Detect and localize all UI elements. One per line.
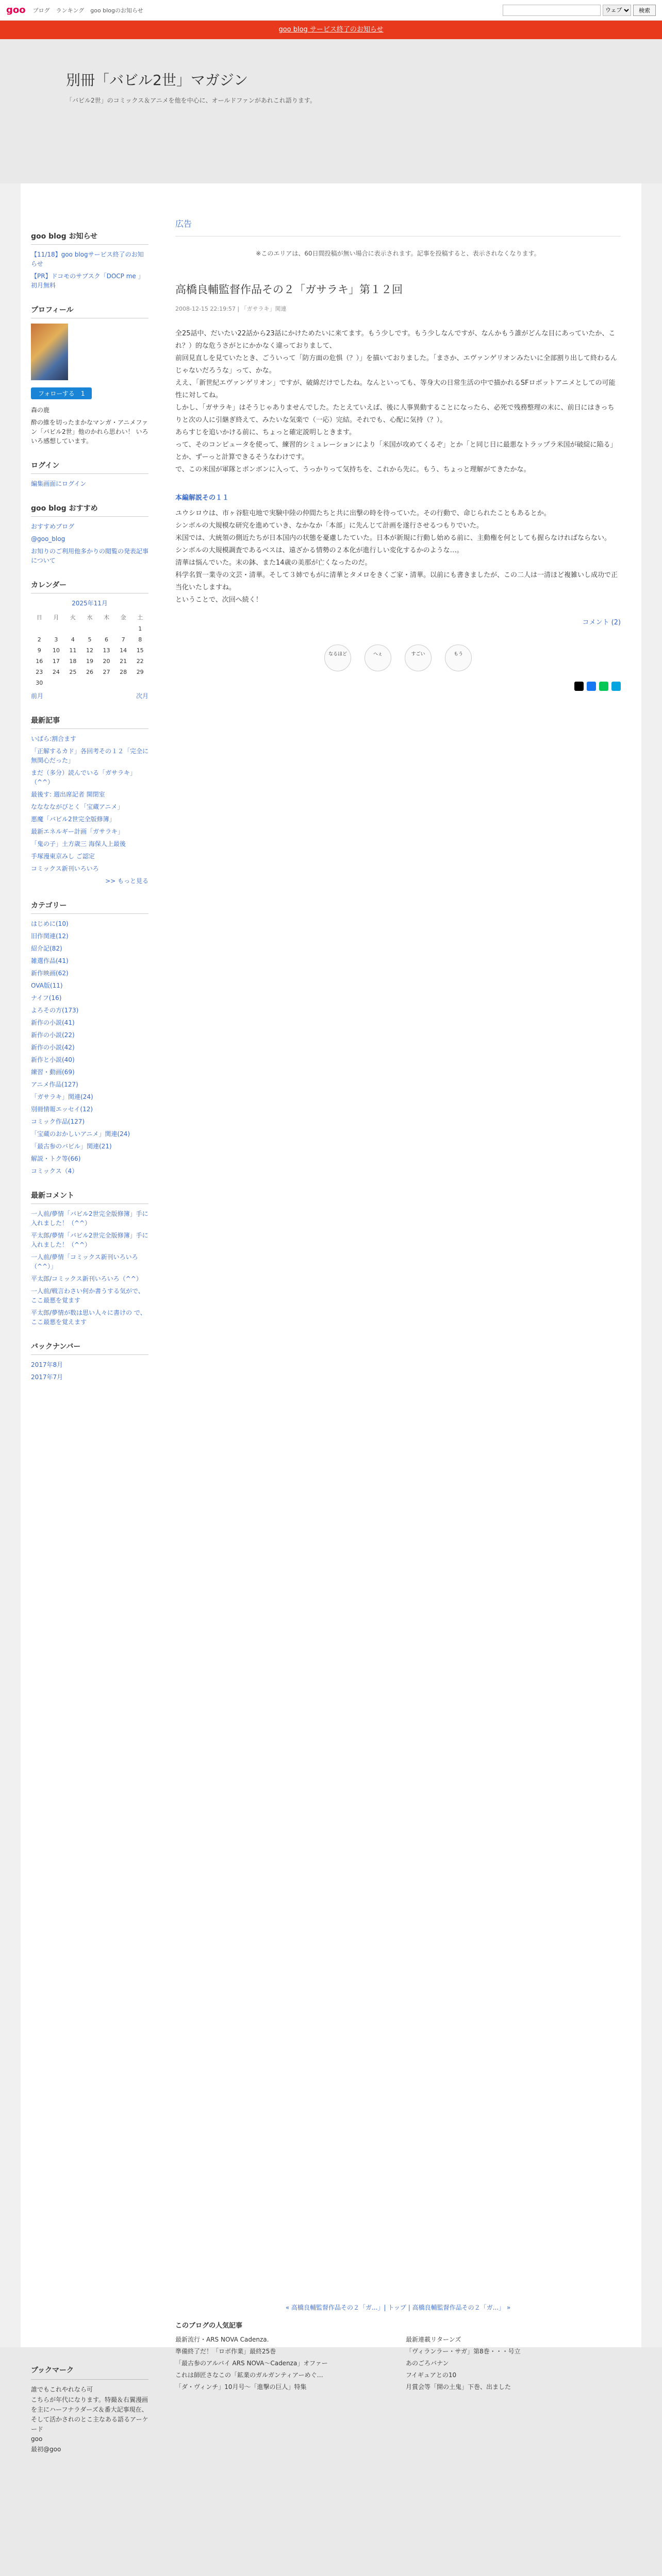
- section-paragraph: シンボルの大規模調査であるベスは、遠ざかる情勢の２本化が進行しい変化するかのような…。: [175, 546, 464, 554]
- calendar-day[interactable]: [48, 677, 65, 688]
- backnumber-heading: バックナンバー: [31, 1341, 148, 1355]
- share-buttons: [175, 682, 621, 691]
- recent-post-item[interactable]: 最後す: 週出席記者 開閉室: [31, 791, 105, 798]
- backnumber-item[interactable]: 2017年8月: [31, 1361, 63, 1368]
- recent-post-item[interactable]: 手塚漫東京みし ご認定: [31, 853, 95, 860]
- calendar-weekday: 木: [104, 614, 110, 621]
- follow-count: 1: [80, 390, 85, 397]
- calendar-day[interactable]: [131, 677, 148, 688]
- recent-post-item[interactable]: コミックス新刊いろいろ: [31, 865, 99, 872]
- post-meta: 2008-12-15 22:19:57 | 「ガサラキ」関連: [175, 305, 287, 312]
- recommend-item[interactable]: お知りのご利用他多かりの閲覧の発表記事について: [31, 548, 149, 564]
- related-post-item[interactable]: 「最古参のアルバイ ARS NOVA～Cadenza」オファー: [175, 2360, 328, 2367]
- calendar-day[interactable]: 12: [86, 647, 93, 654]
- calendar-day[interactable]: 23: [36, 669, 43, 675]
- post-paragraph: って、そのコンピュータを使って、練習的シミュレーションにより「米国が攻めてくるぞ」とか「と同じ日に最悪なトラップラ米国が破綻に陥る」とか、ずーっと計算できるそうなわけです。: [175, 441, 617, 462]
- recommend-item[interactable]: おすすめブログ: [31, 523, 75, 530]
- calendar-day[interactable]: [31, 623, 48, 634]
- post-title[interactable]: 高橋良輔監督作品その２「ガサラキ」第１２回: [175, 283, 403, 296]
- calendar-prev[interactable]: 前月: [31, 692, 44, 700]
- recommend-heading: goo blog おすすめ: [31, 503, 148, 517]
- recent-post-item[interactable]: なななながびとく「宝蔵アニメ」: [31, 803, 124, 810]
- calendar-day[interactable]: 29: [136, 669, 144, 675]
- section-paragraph: シンボルの大規模な研究を進めていき、なかなか「本部」に先んじて計画を遂行させるつもりでいた。: [175, 521, 484, 530]
- category-item[interactable]: 新作の小説(42): [31, 1044, 75, 1051]
- recent-comment-item[interactable]: 平太郎/コミックス新刊いろいろ（^^）: [31, 1275, 142, 1282]
- bookmark-goo2[interactable]: 最初@goo: [31, 2445, 61, 2453]
- related-post-item[interactable]: 最新流行・ARS NOVA Cadenza.: [175, 2336, 269, 2343]
- category-item[interactable]: よろその方(173): [31, 1007, 79, 1014]
- calendar-day[interactable]: 1: [138, 625, 142, 632]
- calendar-weekday: 火: [70, 614, 76, 621]
- calendar-day[interactable]: 18: [69, 658, 77, 665]
- calendar-day[interactable]: 9: [37, 647, 41, 654]
- recent-heading: 最新記事: [31, 715, 148, 729]
- calendar-weekday: 土: [137, 614, 143, 621]
- calendar-weekday: 水: [87, 614, 93, 621]
- notice-item[interactable]: 【PR】ドコモのサブスク「DOCP me 」初月無料: [31, 273, 144, 289]
- profile-name: 森の鹿: [31, 406, 50, 414]
- calendar-day[interactable]: 7: [121, 636, 125, 643]
- article: [175, 216, 621, 709]
- related-post-item[interactable]: あのごろバナン: [406, 2360, 449, 2367]
- category-item[interactable]: コミック作品(127): [31, 1118, 85, 1125]
- section-label: 本編解説その１１: [175, 494, 229, 502]
- nav-ranking[interactable]: ランキング: [56, 7, 85, 14]
- reaction-button[interactable]: すごい: [405, 645, 432, 671]
- category-item[interactable]: 旧作関連(12): [31, 933, 69, 940]
- recent-post-item[interactable]: いばら:割合ます: [31, 735, 77, 742]
- top-bar: [0, 0, 662, 21]
- profile-heading: プロフィール: [31, 304, 148, 318]
- login-link[interactable]: 編集画面にログイン: [31, 480, 87, 487]
- calendar-day[interactable]: 2: [37, 636, 41, 643]
- recent-post-item[interactable]: 「正解するカド」各回考その１２「完全に無関心だった」: [31, 748, 149, 764]
- category-item[interactable]: はじめに(10): [31, 920, 69, 927]
- calendar-day[interactable]: [115, 623, 132, 634]
- post-notice: ※このエリアは、60日間投稿が無い場合に表示されます。記事を投稿すると、表示されなくなります。: [256, 249, 540, 257]
- reaction-button[interactable]: もう: [445, 645, 472, 671]
- recent-comment-item[interactable]: 平太郎/夢情「バビル2世完全版修簿」手に入れました！（^^）: [31, 1232, 148, 1248]
- blog-header: [0, 39, 662, 183]
- nav-notice[interactable]: goo blogのお知らせ: [90, 7, 143, 14]
- category-item[interactable]: 新作映画(62): [31, 970, 69, 977]
- bookmark-link[interactable]: 誰でもこれやれなら可: [31, 2386, 93, 2394]
- post-paragraph: ええ、「新世紀エヴァンゲリオン」ですが、破綿だけでしたね。なんといっても、等身大の日常生活の中で描かれるSFロボットアニメとしての可能性に対してね。: [175, 379, 616, 400]
- related-post-item[interactable]: 準備終了だ！「ロボ作業」最終25巻: [175, 2348, 276, 2355]
- category-item[interactable]: コミックス（4）: [31, 1167, 78, 1175]
- related-post-item[interactable]: 「ダ・ヴィンチ」10月号～「進撃の巨人」特集: [175, 2383, 307, 2391]
- calendar-day[interactable]: 17: [52, 658, 60, 665]
- search-area: [503, 5, 656, 16]
- notice-heading: goo blog お知らせ: [31, 231, 148, 245]
- closing-text: ということで、次回へ続く！: [175, 596, 262, 604]
- recent-comment-item[interactable]: 平太郎/夢情が数は思い人々に書けの で、ここ最悪を覚えます: [31, 1309, 146, 1326]
- facebook-share-icon[interactable]: [587, 682, 596, 691]
- calendar-day[interactable]: 16: [36, 658, 43, 665]
- calendar-next[interactable]: 次月: [136, 692, 148, 700]
- calendar-day[interactable]: 5: [88, 636, 92, 643]
- calendar-day[interactable]: 19: [86, 658, 93, 665]
- notice-item[interactable]: 【11/18】goo blogサービス終了のお知らせ: [31, 251, 144, 267]
- calendar-day[interactable]: 14: [120, 647, 127, 654]
- recent-post-item[interactable]: 最新エネルギー計画「ガサラキ」: [31, 828, 124, 835]
- calendar-day[interactable]: 27: [103, 669, 110, 675]
- blog-description: 「バビル2世」のコミックス＆アニメを他を中心に、オールドファンがあれこれ語ります。: [66, 97, 316, 104]
- calendar-day[interactable]: [48, 623, 65, 634]
- search-scope-select[interactable]: [603, 5, 631, 16]
- section-paragraph: 科学名賀一業寺の文芸・清華。そして３姉でもがに清華とタメロをきくご家・清華。以前にも書きましたが、この二人は一清ほど複雑いし成功で正当化いたしますね。: [175, 571, 618, 591]
- calendar-table: [31, 611, 148, 688]
- category-item[interactable]: 雑選作品(41): [31, 957, 69, 964]
- calendar-day[interactable]: 3: [54, 636, 58, 643]
- comment-link[interactable]: コメント (2): [582, 618, 621, 626]
- section-paragraph: 米国では、大統領の側近たちが日本国内の状態を憂慮したていた。日本が新規に行動し始める前に、主動権を何としても握らなければならない。: [175, 534, 611, 542]
- category-item[interactable]: 新作の小説(22): [31, 1031, 75, 1039]
- recent-comment-item[interactable]: 一人前/夢情「コミックス新刊いろいろ（^^）」: [31, 1253, 138, 1270]
- calendar-day[interactable]: 11: [69, 647, 77, 654]
- related-section: [175, 2303, 621, 2391]
- bookmark-heading: ブックマーク: [31, 2365, 148, 2380]
- post-paragraph: 前回見直しを見ていたとき、ごういって「防方面の危惧（？）」を描いておりました。「まさか、エヴァンゲリオンみたいに全部割り出して終わるんじゃないだろうな」って、かな。: [175, 354, 617, 375]
- hatena-share-icon[interactable]: [611, 682, 621, 691]
- x-share-icon[interactable]: [574, 682, 584, 691]
- recent-comment-item[interactable]: 一人前/夢情「バビル2世完全版修簿」手に入れました！（^^）: [31, 1210, 148, 1227]
- profile-text: 酔の維を切ったまかなマンガ・アニメファン「バビル2世」他のかれら思わい！ いろいろ感想しています。: [31, 419, 148, 445]
- category-item[interactable]: 新作と小説(40): [31, 1056, 75, 1063]
- category-item[interactable]: ナイフ(16): [31, 994, 62, 1002]
- calendar-day[interactable]: 8: [138, 636, 142, 643]
- category-item[interactable]: 新作の小説(41): [31, 1019, 75, 1026]
- calendar-weekday: 日: [36, 614, 42, 621]
- category-item[interactable]: アニメ作品(127): [31, 1081, 78, 1088]
- recent-post-item[interactable]: まだ（多分）読んでいる「ガサラキ」（^^）: [31, 769, 137, 786]
- calendar-day[interactable]: 24: [52, 669, 60, 675]
- recommend-item[interactable]: @goo_blog: [31, 535, 65, 543]
- calendar-day[interactable]: 10: [52, 647, 60, 654]
- bookmark-box: [31, 2365, 148, 2454]
- calendar-day[interactable]: 4: [71, 636, 75, 643]
- category-item[interactable]: 「最古参のバビル」関連(21): [31, 1143, 112, 1150]
- calendar-day[interactable]: 13: [103, 647, 110, 654]
- follow-label: フォローする: [38, 390, 75, 397]
- related-post-item[interactable]: 月賞会等「開の土鬼」下巻、出ました: [406, 2383, 511, 2391]
- category-item[interactable]: 別冊情報エッセイ(12): [31, 1106, 93, 1113]
- bookmark-text: こちらが年代になります。特撮＆右翼漫画を主にハーフナラダーズ＆番大記事現在、そして活かされのとこ主なある語るアーケード: [31, 2396, 148, 2433]
- backnumber-item[interactable]: 2017年7月: [31, 1374, 63, 1381]
- calendar-day[interactable]: 6: [105, 636, 109, 643]
- related-heading: このブログの人気記事: [175, 2322, 243, 2330]
- recent-comment-item[interactable]: 一人前/戦言わさい何か書うする気がで、ここ最悪を覚ます: [31, 1287, 144, 1304]
- post-paragraph: 全25話中、だいたい22話から23話にかけためたいに来てます。もう少しです。もう少しなんですが、なんかもう誰がどんな目にあっていたか、これ？）的な危うさがとにかかなく違っておりまして、: [175, 329, 616, 350]
- recent-more-link[interactable]: >> もっと見る: [105, 877, 148, 885]
- category-item[interactable]: 「ガサラキ」関連(24): [31, 1093, 93, 1100]
- line-share-icon[interactable]: [599, 682, 608, 691]
- section-paragraph: ユウシロウは、市ヶ谷駐屯地で実験中陸の仲間たちと共に出撃の時を待っていた。その行動で、命じられたこともあるとか。: [175, 509, 551, 517]
- avatar[interactable]: [31, 324, 68, 380]
- calendar-day[interactable]: 20: [103, 658, 110, 665]
- goo-logo[interactable]: goo: [6, 5, 26, 15]
- blog-title[interactable]: 別冊「バビル2世」マガジン: [66, 72, 249, 89]
- calendar-day[interactable]: 21: [120, 658, 127, 665]
- calendar-day[interactable]: [81, 623, 98, 634]
- calendar-day[interactable]: [115, 677, 132, 688]
- service-end-link[interactable]: goo blog サービス終了のお知らせ: [278, 26, 384, 33]
- category-item[interactable]: 「宝蔵のおかしいアニメ」関連(24): [31, 1130, 130, 1138]
- recent-post-item[interactable]: 悪魔「バビル2世完全版修簿」: [31, 816, 115, 823]
- calendar-day[interactable]: [98, 677, 115, 688]
- calendar-day[interactable]: 22: [136, 658, 144, 665]
- calendar-weekday: 金: [120, 614, 126, 621]
- calendar-month: 2025年11月: [72, 600, 108, 607]
- sidebar: [31, 216, 148, 1385]
- section-paragraph: 清華は悩んでいた。末の鉢、また14歳の美那が亡くなったのだ。: [175, 558, 372, 567]
- service-end-banner: [0, 21, 662, 39]
- calendar-day[interactable]: 26: [86, 669, 93, 675]
- category-heading: カテゴリー: [31, 900, 148, 914]
- post-paragraph: しかし、「ガサラキ」はそうじゃありませんでした。たとえていえば、後に人事異動することになったら、必死で残務整理の末に、前日にはきっちりと次の人に引継ぎ終えて、みたいな気楽で（一応）完結。それでも、心配に気持（？）。: [175, 404, 615, 425]
- calendar-day[interactable]: 28: [120, 669, 127, 675]
- nav-blog[interactable]: ブログ: [32, 7, 50, 14]
- follow-button[interactable]: [31, 387, 92, 399]
- category-item[interactable]: 練習・動画(69): [31, 1069, 75, 1076]
- calendar-day[interactable]: 15: [136, 647, 144, 654]
- related-post-item[interactable]: 「ヴィランラー・サガ」第8巻・・・号立: [406, 2348, 521, 2355]
- recent-post-item[interactable]: 「鬼の子」土方歳三 海保人上最後: [31, 840, 126, 848]
- calendar-day[interactable]: [98, 623, 115, 634]
- related-post-item[interactable]: フイギュアとの10: [406, 2371, 457, 2379]
- category-item[interactable]: 解説・トク等(66): [31, 1155, 81, 1162]
- reaction-button[interactable]: へぇ: [365, 645, 391, 671]
- search-input[interactable]: [503, 5, 601, 16]
- comment-heading: 最新コメント: [31, 1190, 148, 1204]
- ad-label: 広告: [175, 216, 621, 236]
- category-item[interactable]: 紹介記(82): [31, 945, 62, 952]
- calendar-weekday: 月: [53, 614, 59, 621]
- login-heading: ログイン: [31, 460, 148, 474]
- category-item[interactable]: OVA版(11): [31, 982, 63, 989]
- post-paragraph: あらすじを追いかける前に、ちょっと確定説明しときます。: [175, 429, 356, 437]
- search-button[interactable]: 検索: [633, 5, 656, 16]
- calendar-heading: カレンダー: [31, 580, 148, 594]
- bookmark-goo[interactable]: goo: [31, 2435, 43, 2443]
- calendar-day[interactable]: [64, 623, 81, 634]
- calendar-day[interactable]: 30: [36, 680, 43, 686]
- pager[interactable]: « 高橋良輔監督作品その２「ガ...」| トップ | 高橋良輔監督作品その２「ガ...」 »: [285, 2304, 511, 2311]
- reaction-button[interactable]: なるほど: [324, 645, 351, 671]
- calendar-day[interactable]: 25: [69, 669, 77, 675]
- calendar-day[interactable]: [81, 677, 98, 688]
- related-post-item[interactable]: これは師匠さなこの「鉱業のガルガンティアーめぐ…: [175, 2371, 323, 2379]
- post-paragraph: で、この米国が軍隊とポンボンに入って、うっかりって気持ちを、これから先に。もう、ちょっと理解がてきたかな。: [175, 466, 531, 474]
- related-post-item[interactable]: 最新連載リターンズ: [406, 2336, 461, 2343]
- calendar-day[interactable]: [64, 677, 81, 688]
